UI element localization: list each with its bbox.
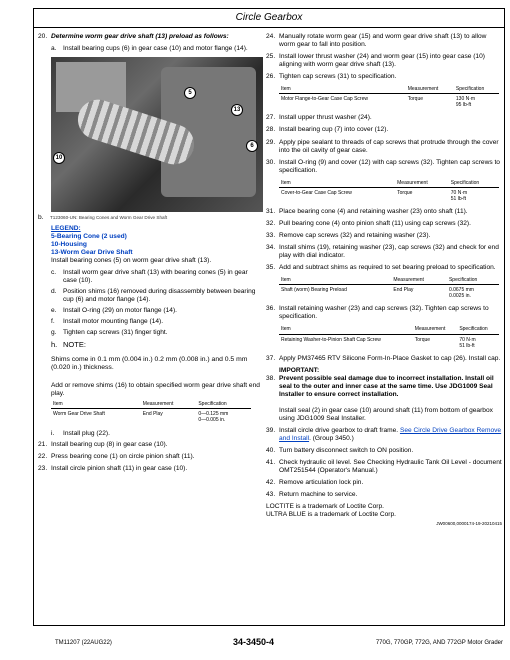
step-letter: a. (51, 45, 57, 53)
step-number: 43. (266, 491, 276, 499)
step-40 (266, 447, 502, 455)
step-number: 31. (266, 207, 276, 215)
step-letter: d. (51, 288, 57, 296)
spec-table-retaining-washer (279, 325, 499, 350)
page-frame (33, 8, 505, 626)
step-number: 39. (266, 426, 276, 434)
step-25 (266, 53, 502, 69)
spec-header: Measurement (141, 400, 197, 409)
spec-cell: 0.0675 mm 0.0025 in. (448, 287, 474, 300)
step-letter: g. (51, 329, 57, 337)
footer-page-number: 34-3450-4 (233, 637, 275, 647)
spec-header: Item (279, 325, 413, 334)
step-number: 40. (266, 447, 276, 454)
step-number: 21. (38, 440, 48, 448)
step-20h (51, 340, 262, 349)
step-number: 33. (266, 231, 276, 239)
step-text: Install O-ring (29) on motor flange (14). (63, 307, 177, 315)
spec-cell: Cover-to-Gear Case Cap Screw (281, 189, 352, 196)
callout-5: 5 (184, 87, 196, 99)
spec-cell: Torque (414, 336, 431, 343)
step-text: Turn battery disconnect switch to ON position. (279, 447, 414, 454)
step-number: 42. (266, 479, 276, 487)
photo-caption: T123060-UN: Bearing Cones and Worm Gear Drive Shaft (50, 215, 168, 221)
step-20b-text: Install bearing cones (5) on worm gear drive shaft (13). (51, 257, 212, 265)
spec-header: Measurement (395, 179, 449, 188)
step-24 (266, 33, 502, 49)
step-37 (266, 355, 502, 363)
step-text: Install O-ring (9) and cover (12) with cap screws (32). Tighten cap screws to specification. (279, 158, 500, 174)
step-39 (266, 427, 502, 443)
step-number: 30. (266, 158, 276, 166)
step-35 (266, 264, 502, 272)
step-text: Return machine to service. (279, 491, 358, 499)
step-text: Apply pipe sealant to threads of cap screws that protrude through the cover into the oil cavity of gear case. (279, 138, 499, 154)
spec-header: Measurement (413, 325, 458, 334)
spec-cell: End Play (142, 411, 163, 418)
spec-cell: End Play (393, 287, 414, 294)
step-text: Install bearing cup (7) into cover (12). (279, 126, 389, 134)
spec-cell: Motor Flange-to-Gear Case Cap Screw (281, 96, 368, 103)
step-text: Pull bearing cone (4) onto pinion shaft (11) using cap screws (32). (279, 219, 471, 227)
spec-header: Specification (457, 325, 499, 334)
spec-table-cover (279, 179, 499, 204)
step-33 (266, 232, 502, 240)
spec-header: Specification (447, 276, 499, 285)
step-text: Place bearing cone (4) and retaining washer (23) onto shaft (11). (279, 207, 468, 215)
note-label: NOTE: (63, 340, 86, 350)
spec-cell: Worm Gear Drive Shaft (53, 411, 105, 418)
callout-10: 10 (53, 152, 65, 164)
right-column (266, 33, 502, 527)
spec-header: Measurement (391, 276, 447, 285)
step-text: Install upper thrust washer (24). (279, 114, 372, 122)
step-number: 25. (266, 53, 276, 61)
legend-title: LEGEND: (51, 225, 81, 233)
step-34 (266, 244, 502, 260)
spec-cell: 70 N·m 51 lb-ft (450, 189, 468, 202)
step-text: Install plug (22). (63, 429, 110, 437)
step-text: Install circle drive gearbox to draft frame. (279, 426, 399, 434)
callout-13: 13 (231, 104, 243, 116)
trademark-loctite: LOCTITE is a trademark of Loctite Corp. (266, 503, 384, 511)
spec-table-end-play (51, 400, 251, 425)
spec-header: Item (279, 276, 391, 285)
step-38-detail: Install seal (2) in gear case (10) around shaft (11) from bottom of gearbox using JDG1009 Seal Installer. (279, 406, 493, 422)
step-text: Remove articulation lock pin. (279, 479, 364, 487)
callout-6: 6 (246, 140, 258, 152)
trademark-ultra-blue: ULTRA BLUE is a trademark of Loctite Corp. (266, 511, 396, 519)
step-41 (266, 459, 502, 475)
legend-item: 5-Bearing Cone (2 used) (51, 233, 127, 241)
step-letter: e. (51, 307, 57, 315)
step-text: Tighten cap screws (31) to specification. (279, 73, 397, 81)
step-letter: b. (38, 214, 44, 222)
step-32 (266, 220, 502, 228)
step-29 (266, 139, 502, 155)
gearbox-photo (51, 57, 263, 212)
legend-item: 10-Housing (51, 241, 87, 249)
step-text: Install lower thrust washer (24) and worm gear (15) into gear case (10) aligning with worm gear drive shaft (13). (279, 53, 485, 69)
step-23 (38, 465, 262, 473)
step-number: 23. (38, 464, 48, 472)
step-letter: h. (51, 340, 58, 350)
step-20e (51, 307, 262, 315)
step-number: 28. (266, 126, 276, 134)
step-27 (266, 114, 502, 122)
step-text: Install bearing cups (6) in gear case (10) and motor flange (14). (63, 45, 248, 53)
step-number: 36. (266, 305, 276, 313)
step-number: 38. (266, 374, 276, 382)
spec-cell: 0—0.125 mm 0—0.005 in. (198, 411, 229, 424)
step-number: 24. (266, 33, 276, 40)
spec-cell: Torque (407, 96, 424, 103)
step-20f (51, 318, 262, 326)
step-38 (266, 375, 502, 399)
step-20a (51, 45, 262, 53)
step-28 (266, 126, 502, 134)
step-letter: f. (51, 318, 55, 326)
spec-header: Measurement (406, 85, 454, 94)
step-20d (51, 288, 262, 304)
step-21 (38, 441, 262, 449)
step-text: Determine worm gear drive shaft (13) preload as follows: (51, 33, 229, 40)
step-30 (266, 159, 502, 175)
step-number: 20. (38, 33, 48, 40)
step-text: Install circle pinion shaft (11) in gear case (10). (51, 464, 188, 472)
step-text: Install shims (19), retaining washer (23), cap screws (32) and check for end play with dial indicator. (279, 244, 499, 260)
step-26 (266, 73, 502, 81)
step-text: Install retaining washer (23) and cap screws (32). Tighten cap screws to specification. (279, 305, 489, 321)
legend-item: 13-Worm Gear Drive Shaft (51, 249, 133, 257)
spec-header: Item (51, 400, 141, 409)
spec-header: Specification (449, 179, 499, 188)
spec-cell: Torque (397, 189, 413, 196)
footer-model: 770G, 770GP, 772G, AND 772GP Motor Grader (375, 640, 503, 646)
step-number: 37. (266, 354, 276, 362)
step-text: Prevent possible seal damage due to incorrect installation. Install oil seal to the outer and inner case at the same time. Use JDG1009 Seal Installer to ensure correct installation. (279, 374, 494, 398)
spec-header: Specification (196, 400, 251, 409)
step-number: 22. (38, 452, 48, 460)
step-number: 32. (266, 219, 276, 227)
step-31 (266, 208, 502, 216)
spec-header: Specification (454, 85, 499, 94)
spec-table-motor-flange (279, 85, 499, 110)
step-36 (266, 305, 502, 321)
step-text: Install worm gear drive shaft (13) with bearing cones (5) in gear case (10). (63, 269, 248, 285)
footer-manual-id: TM11207 (22AUG22) (55, 640, 112, 646)
spec-cell: Shaft (worm) Bearing Preload (281, 287, 347, 294)
spec-header: Item (279, 85, 406, 94)
spec-cell: 70 N·m 51 lb-ft (459, 336, 476, 349)
step-text: Manually rotate worm gear (15) and worm gear drive shaft (13) to allow worm gear to fall into position. (279, 33, 487, 49)
step-number: 27. (266, 114, 276, 122)
step-text-tail: . (Group 3450.) (309, 434, 354, 442)
page-header: Circle Gearbox (34, 9, 504, 28)
step-text: Install bearing cup (8) in gear case (10). (51, 440, 168, 448)
step-number: 41. (266, 459, 276, 467)
important-label: IMPORTANT: (279, 366, 320, 374)
step-letter: i. (51, 429, 55, 437)
step-text: Remove cap screws (32) and retaining washer (23). (279, 231, 431, 239)
spec-table-preload (279, 276, 499, 301)
step-text: Tighten cap screws (31) finger tight. (63, 329, 168, 337)
step-number: 26. (266, 73, 276, 81)
step-20b (38, 214, 262, 222)
circle-drive-gearbox-link[interactable]: See Circle Drive Gearbox Remove and Install (279, 426, 502, 442)
step-20c (51, 269, 262, 285)
step-text: Check hydraulic oil level. See Checking Hydraulic Tank Oil Level - document OMT251544 (Operator's Manual.) (279, 459, 502, 475)
spec-header: Item (279, 179, 395, 188)
step-text: Press bearing cone (1) on circle pinion shaft (11). (51, 452, 195, 460)
spec-cell: 130 N·m 95 lb-ft (455, 96, 476, 109)
step-text: Position shims (16) removed during disassembly between bearing cup (6) and motor flange (14). (63, 288, 256, 304)
shim-instruction: Add or remove shims (16) to obtain specified worm gear drive shaft end play. (51, 382, 260, 398)
shim-note: Shims come in 0.1 mm (0.004 in.) 0.2 mm (0.008 in.) and 0.5 mm (0.020 in.) thickness. (51, 355, 248, 371)
step-number: 35. (266, 264, 276, 272)
step-number: 34. (266, 244, 276, 251)
step-42 (266, 479, 502, 487)
step-22 (38, 453, 262, 461)
step-text: Add and subtract shims as required to set bearing preload to specification. (279, 264, 496, 272)
left-column (38, 33, 262, 477)
step-20g (51, 329, 262, 337)
document-code: JW00600,0000174-19-20210415 (436, 521, 502, 527)
step-43 (266, 491, 502, 499)
step-number: 29. (266, 138, 276, 146)
step-text: Apply PM37465 RTV Silicone Form-In-Place Gasket to cap (26). Install cap. (279, 354, 501, 362)
step-letter: c. (51, 269, 57, 277)
spec-cell: Retaining Washer-to-Pinion Shaft Cap Screw (281, 336, 381, 343)
step-20i (51, 430, 262, 438)
step-text: Install motor mounting flange (14). (63, 318, 164, 326)
step-20 (38, 33, 262, 41)
